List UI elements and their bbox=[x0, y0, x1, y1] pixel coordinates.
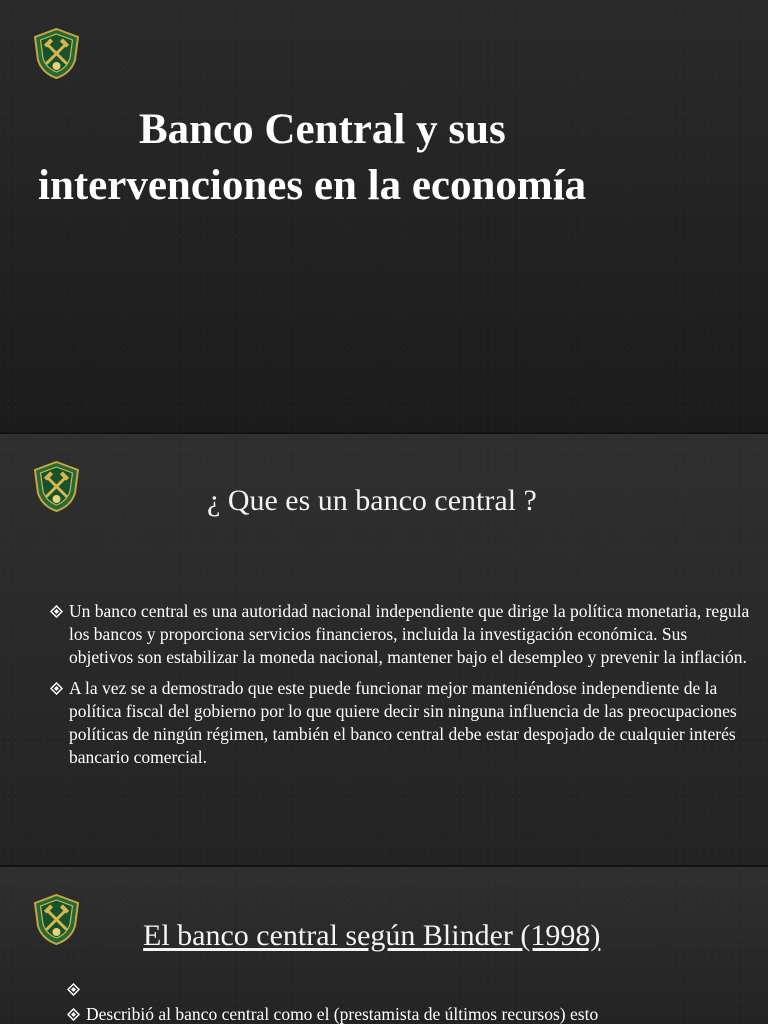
slide-title bbox=[0, 0, 768, 432]
university-logo-icon bbox=[29, 459, 84, 514]
diamond-bullet-icon bbox=[67, 983, 80, 996]
diamond-bullet-icon bbox=[67, 1008, 80, 1021]
section-title: ¿ Que es un banco central ? bbox=[207, 484, 537, 517]
diamond-bullet-icon bbox=[50, 682, 63, 695]
bullet-item bbox=[67, 1003, 727, 1024]
slide-definition bbox=[0, 434, 768, 865]
section-title: El banco central según Blinder (1998) bbox=[143, 919, 601, 952]
title-line-1: Banco Central y sus bbox=[139, 106, 506, 153]
diamond-bullet-icon bbox=[50, 605, 63, 618]
bullet-list bbox=[67, 978, 727, 1024]
bullet-item bbox=[50, 600, 750, 669]
bullet-text: Describió al banco central como el (prestamista de últimos recursos) esto bbox=[86, 1004, 599, 1024]
title-line-2: intervenciones en la economía bbox=[38, 162, 587, 209]
bullet-list bbox=[50, 600, 750, 777]
bullet-text: A la vez se a demostrado que este puede funcionar mejor manteniéndose independiente de la política fiscal del gobierno por lo que quiere decir sin ninguna influencia de las preocupaciones políticas de ningún régimen, también el banco central debe estar despojado de cualquier interés bancario comercial. bbox=[69, 678, 737, 767]
university-logo-icon bbox=[29, 892, 84, 947]
bullet-item bbox=[67, 978, 727, 996]
bullet-item bbox=[50, 677, 750, 769]
bullet-text: Un banco central es una autoridad nacional independiente que dirige la política monetaria, regula los bancos y proporciona servicios financieros, incluida la investigación económica. Sus objetivos son estabilizar la moneda nacional, mantener bajo el desempleo y prevenir la inflación. bbox=[69, 601, 750, 667]
university-logo-icon bbox=[29, 26, 84, 81]
slide-blinder bbox=[0, 867, 768, 1024]
